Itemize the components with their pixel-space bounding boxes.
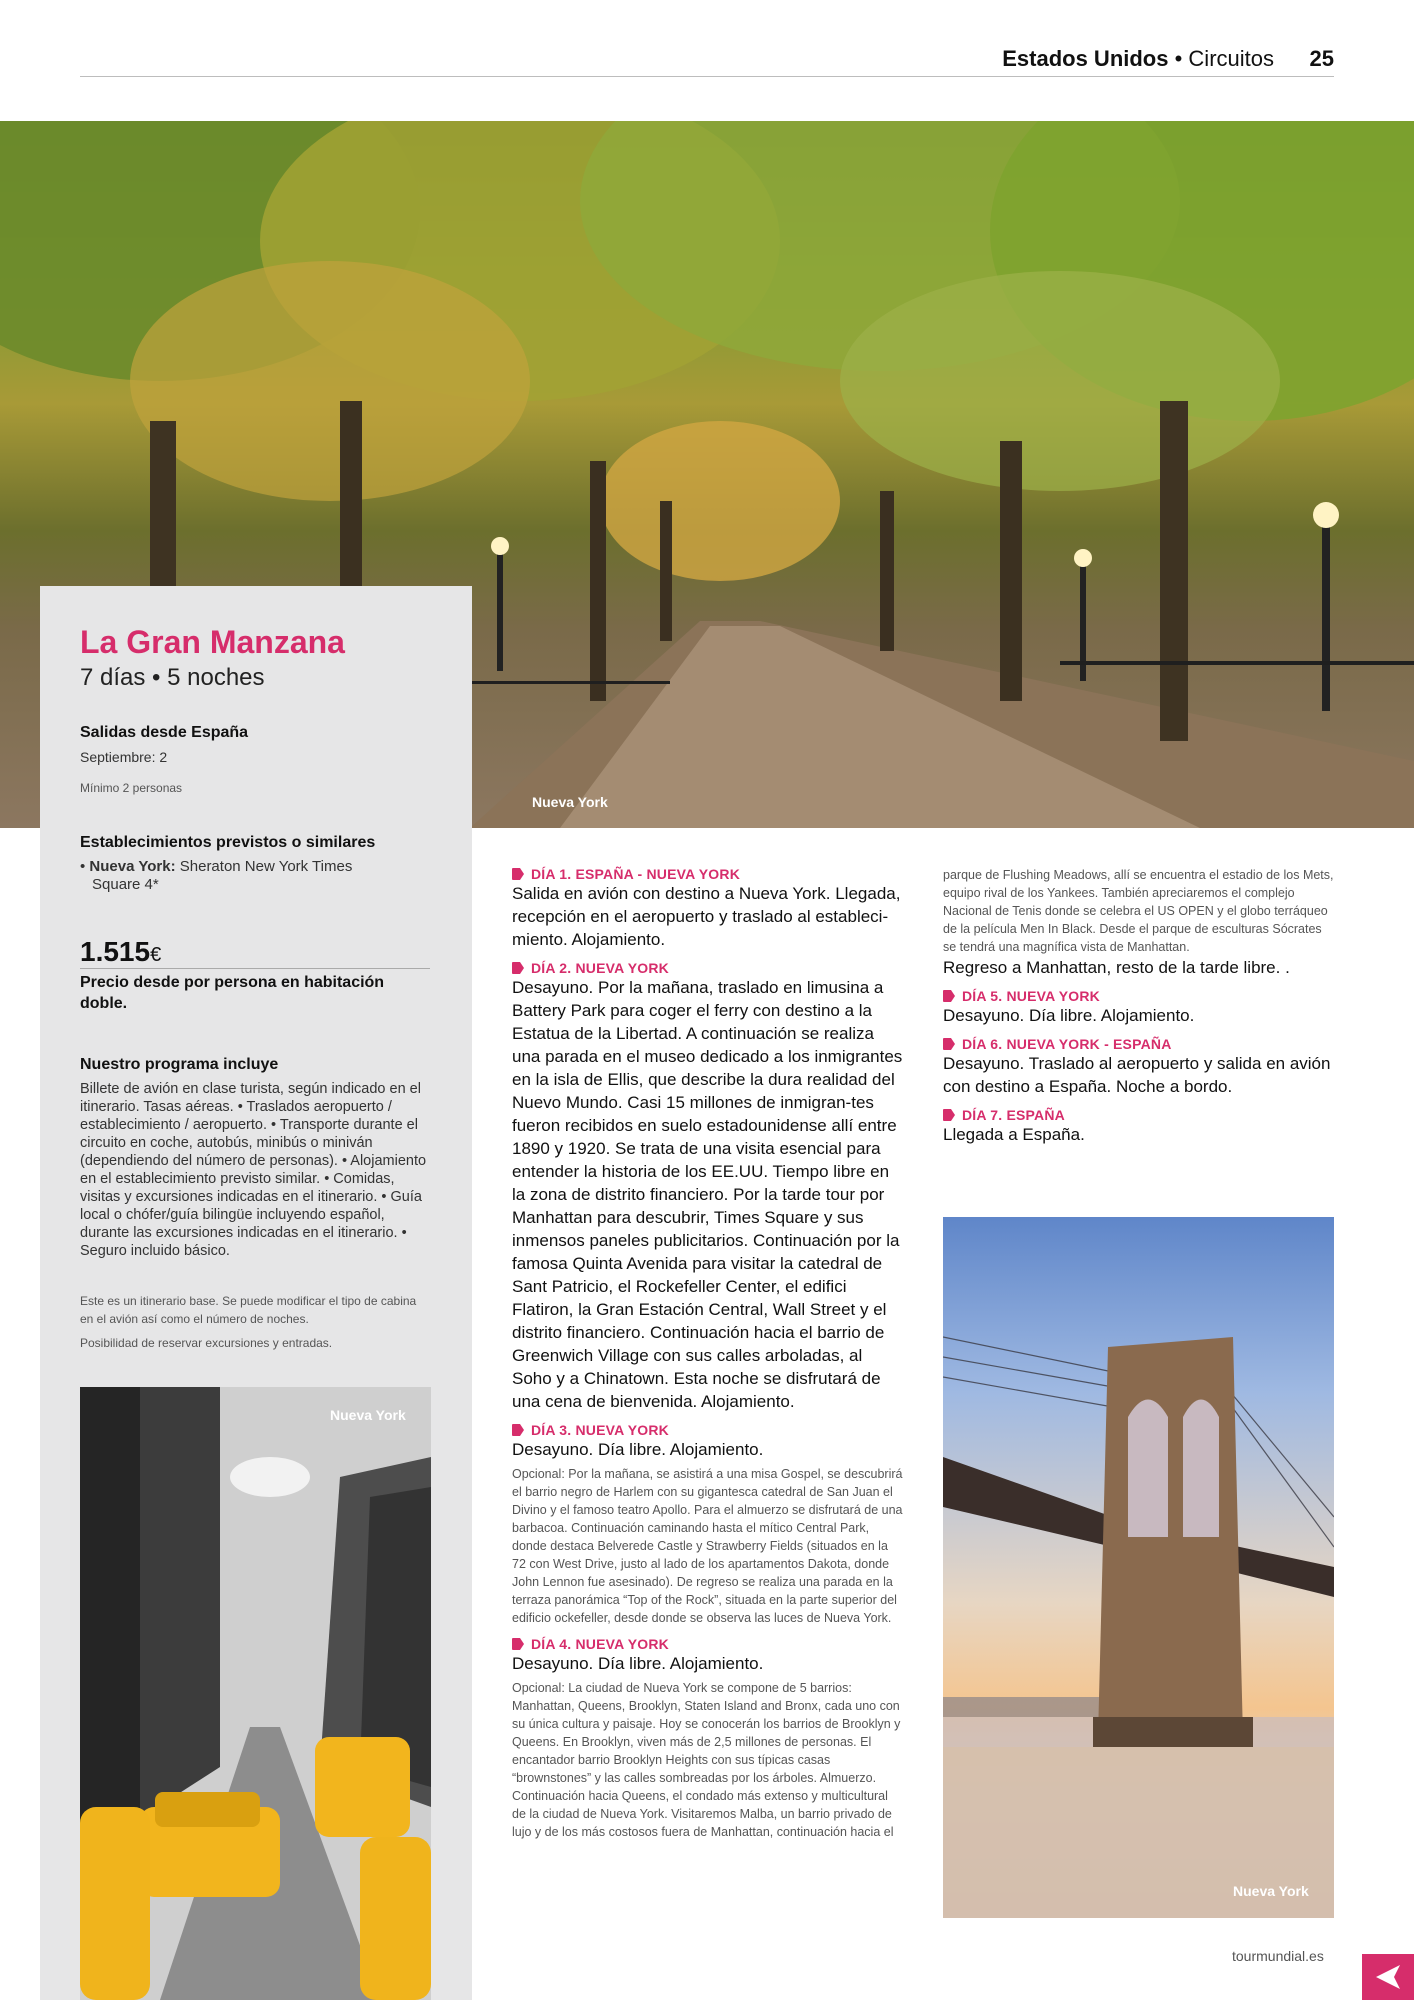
price-divider [80,968,430,969]
day-marker-icon [512,962,524,974]
day-3-title [512,1422,904,1438]
day-marker-icon [512,1424,524,1436]
price-description: Precio desde por persona en habitación doble. [80,974,385,1012]
departures-text: Septiembre: 2 [80,749,168,765]
day-4-return: Regreso a Manhattan, resto de la tarde libre. . [943,958,1290,977]
day-4-optional-continued: parque de Flushing Meadows, allí se encuentra el estadio de los Mets, equipo rival de los Yankees. También apreciaremos el complejo Nacional de Tenis donde se celebra el US OPEN y el globo terráqueo de la película Men In Black. Desde el parque de esculturas Sócrates se tendrá una magnífica vista de Manhattan. [943,868,1334,954]
taxi-photo [80,1387,431,2000]
trip-duration: 7 días • 5 noches [80,664,265,691]
taxi-caption: Nueva York [330,1407,406,1423]
section-country: Estados Unidos [1002,46,1169,71]
bridge-caption: Nueva York [1233,1883,1309,1899]
day-marker-icon [943,1038,955,1050]
itinerary-column-1 [512,866,904,1841]
day-marker-icon [943,1109,955,1121]
day-5-title [943,988,1335,1004]
day-1-label: DÍA 1. ESPAÑA - NUEVA YORK [531,866,741,882]
taxi-illustration [80,1387,431,2000]
day-7-label: DÍA 7. ESPAÑA [962,1107,1065,1123]
departures-heading: Salidas desde España [80,724,249,741]
day-1-title [512,866,904,882]
hero-caption: Nueva York [532,794,608,810]
day-2-text: Desayuno. Por la mañana, traslado en limusina a Battery Park para coger el ferry con destino a la Estatua de la Libertad. A continuación se realiza una parada en el museo dedicado a los inmigrantes en la isla de Ellis, que describe la dura realidad del Nuevo Mundo. Casi 15 millones de inmigran-tes fueron recibidos en suelo estadounidense allí entre 1890 y 1920. Se trata de una visita esencial para entender la historia de los EE.UU. Tiempo libre en la zona de distrito financiero. Por la tarde tour por Manhattan para descubrir, Times Square y sus inmensos paneles publicitarios. Continuación por la famosa Quinta Avenida para visitar la catedral de Sant Patricio, el Rockefeller Center, el edifici Flatiron, la Gran Estación Central, Wall Street y el distrito financiero. Continuación hacia el barrio de Greenwich Village con sus calles arboladas, al Soho y a Chinatown. Esta noche se disfrutará de una cena de bienvenida. Alojamiento. [512,978,903,1411]
price-value: 1.515 [80,936,151,967]
bridge-illustration [943,1217,1334,1918]
day-6-label: DÍA 6. NUEVA YORK - ESPAÑA [962,1036,1172,1052]
day-marker-icon [512,1638,524,1650]
hotel-line: • Nueva York: Sheraton New York Times [80,858,353,875]
day-4-title [512,1636,904,1652]
day-5-text: Desayuno. Día libre. Alojamiento. [943,1006,1195,1025]
price-currency: € [150,944,162,966]
brooklyn-bridge-photo [943,1217,1334,1918]
day-2-label: DÍA 2. NUEVA YORK [531,960,669,976]
section-title [1002,46,1274,72]
includes-heading: Nuestro programa incluye [80,1056,279,1073]
section-category: Circuitos [1188,46,1274,71]
section-separator: • [1168,46,1189,71]
day-4-optional: Opcional: La ciudad de Nueva York se compone de 5 barrios: Manhattan, Queens, Brooklyn, Staten Island and Bronx, cada uno con su única cultura y paisaje. Hoy se conocerán los barrios de Brooklyn y Queens. En Brooklyn, viven más de 2,5 millones de personas. El encantador barrio Brooklyn Heights con sus típicas casas “brownstones” y las calles sombreadas por los árboles. Almuerzo. Continuación hacia Queens, el condado más extenso y multicultural de la ciudad de Nueva York. Visitaremos Malba, un barrio privado de lujo y de los más costosos fuera de Manhattan, continuación hacia el [512,1681,901,1839]
day-6-title [943,1036,1335,1052]
page-number: 25 [1309,46,1334,71]
price [80,936,161,968]
page-header [80,42,1334,77]
day-7-title [943,1107,1335,1123]
hotel-name-cont: Square 4* [92,876,159,893]
day-3-label: DÍA 3. NUEVA YORK [531,1422,669,1438]
day-3-text: Desayuno. Día libre. Alojamiento. [512,1440,764,1459]
trip-title: La Gran Manzana [80,624,345,660]
arrow-left-icon [1374,1963,1402,1991]
day-1-text: Salida en avión con destino a Nueva York. Llegada, recepción en el aeropuerto y traslado al estableci-miento. Alojamiento. [512,884,901,949]
previous-page-button[interactable] [1362,1954,1414,2000]
day-2-title [512,960,904,976]
day-6-text: Desayuno. Traslado al aeropuerto y salida en avión con destino a España. Noche a bordo. [943,1054,1331,1096]
footer-url[interactable]: tourmundial.es [1232,1948,1324,1964]
day-5-label: DÍA 5. NUEVA YORK [962,988,1100,1004]
day-4-label: DÍA 4. NUEVA YORK [531,1636,669,1652]
day-4-text: Desayuno. Día libre. Alojamiento. [512,1654,764,1673]
minimum-people: Mínimo 2 personas [80,781,183,795]
hotel-city: Nueva York: [89,858,176,875]
day-marker-icon [943,990,955,1002]
day-marker-icon [512,868,524,880]
itinerary-column-2 [943,866,1335,1146]
itinerary-note: Este es un itinerario base. Se puede modificar el tipo de cabina en el avión así como el número de noches. [80,1294,417,1326]
excursions-note: Posibilidad de reservar excursiones y entradas. [80,1336,333,1350]
hotels-heading: Establecimientos previstos o similares [80,834,376,851]
hotel-name: Sheraton New York Times [179,858,353,875]
includes-text: Billete de avión en clase turista, según indicado en el itinerario. Tasas aéreas. • Traslados aeropuerto / establecimiento / aeropuerto. • Transporte durante el circuito en coche, autobús, minibús o miniván (dependiendo del número de personas). • Alojamiento en el establecimiento previsto similar. • Comidas, visitas y excursiones indicadas en el itinerario. • Guía local o chófer/guía bilingüe incluyendo español, durante las excursiones indicadas en el itinerario. • Seguro incluido básico. [80,1081,427,1259]
day-7-text: Llegada a España. [943,1125,1085,1144]
day-3-optional: Opcional: Por la mañana, se asistirá a una misa Gospel, se descubrirá el barrio negro de Harlem con su gigantesca catedral de San Juan el Divino y el famoso teatro Apollo. Para el almuerzo se disfrutará de una barbacoa. Continuación caminando hasta el mítico Central Park, donde destaca Belverede Castle y Strawberry Fields (situados en la 72 con West Drive, justo al lado de los apartamentos Dakota, donde John Lennon fue asesinado). De regreso se realiza una parada en la terraza panorámica “Top of the Rock”, situada en la parte superior del edificio ockefeller, desde donde se observa las luces de Nueva York. [512,1467,903,1625]
